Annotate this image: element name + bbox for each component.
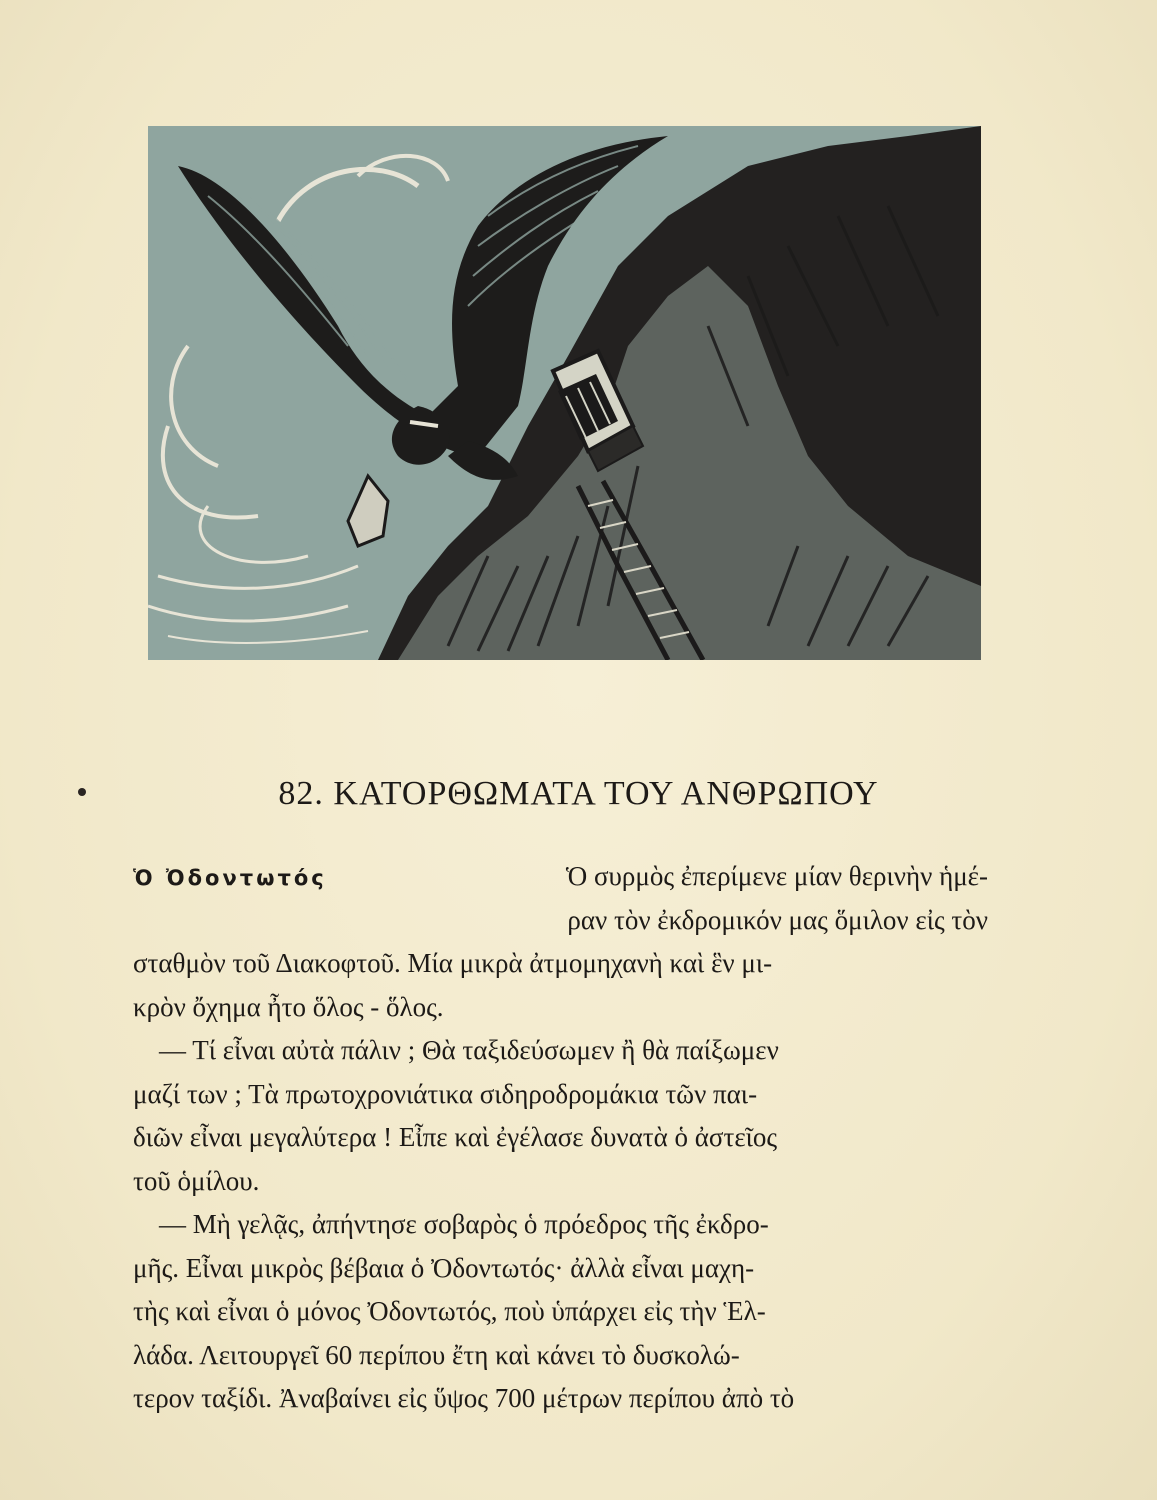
- text-line-2: [133, 899, 988, 943]
- text-line-4: [133, 986, 988, 1030]
- text-line: — Τί εἶναι αὐτὰ πάλιν ; Θὰ ταξιδεύσωμεν ἢ θὰ παίξωμεν: [159, 1035, 779, 1065]
- text-line-9: [133, 1203, 988, 1247]
- text-line: τερον ταξίδι. Ἀναβαίνει εἰς ὕψος 700 μέτρων περίπου ἀπὸ τὸ: [133, 1383, 795, 1413]
- text-line-1: [133, 855, 988, 899]
- eagle-and-rack-railway-illustration: [148, 126, 981, 660]
- text-line: Ὁ συρμὸς ἐπερίμενε μίαν θερινὴν ἡμέ-: [565, 861, 988, 891]
- lesson-title: 82. ΚΑΤΟΡΘΩΜΑΤΑ ΤΟΥ ΑΝΘΡΩΠΟΥ: [278, 775, 879, 812]
- text-line-5: [133, 1029, 988, 1073]
- section-sidehead: Ὁ Ὀδοντωτός: [133, 866, 327, 890]
- text-line-12: [133, 1334, 988, 1378]
- text-line-6: [133, 1073, 988, 1117]
- text-line-7: [133, 1116, 988, 1160]
- text-line: διῶν εἶναι μεγαλύτερα ! Εἶπε καὶ ἐγέλασε δυνατὰ ὁ ἀστεῖος: [133, 1122, 778, 1152]
- text-line-10: [133, 1247, 988, 1291]
- text-line: σταθμὸν τοῦ Διακοφτοῦ. Μία μικρὰ ἀτμομηχανὴ καὶ ἓν μι-: [133, 948, 773, 978]
- text-line-8: [133, 1160, 988, 1204]
- text-line: κρὸν ὄχημα ἦτο ὅλος - ὅλος.: [133, 991, 444, 1022]
- text-line-3: [133, 942, 988, 986]
- text-line-11: [133, 1290, 988, 1334]
- text-line-13: [133, 1377, 988, 1421]
- text-line: μῆς. Εἶναι μικρὸς βέβαια ὁ Ὀδοντωτός· ἀλλὰ εἶναι μαχη-: [133, 1252, 755, 1283]
- text-line: τὴς καὶ εἶναι ὁ μόνος Ὀδοντωτός, ποὺ ὑπάρχει εἰς τὴν Ἑλ-: [133, 1296, 766, 1326]
- text-line: μαζί των ; Τὰ πρωτοχρονιάτικα σιδηροδρομάκια τῶν παι-: [133, 1078, 758, 1109]
- text-line: τοῦ ὁμίλου.: [133, 1165, 260, 1196]
- text-line: λάδα. Λειτουργεῖ 60 περίπου ἔτη καὶ κάνει τὸ δυσκολώ-: [133, 1339, 740, 1370]
- lesson-text: [133, 855, 988, 1421]
- illustration-drawing: [148, 126, 981, 660]
- text-line: ραν τὸν ἐκδρομικόν μας ὅμιλον εἰς τὸν: [567, 904, 988, 935]
- text-line: — Μὴ γελᾷς, ἀπήντησε σοβαρὸς ὁ πρόεδρος τῆς ἐκδρο-: [159, 1209, 769, 1239]
